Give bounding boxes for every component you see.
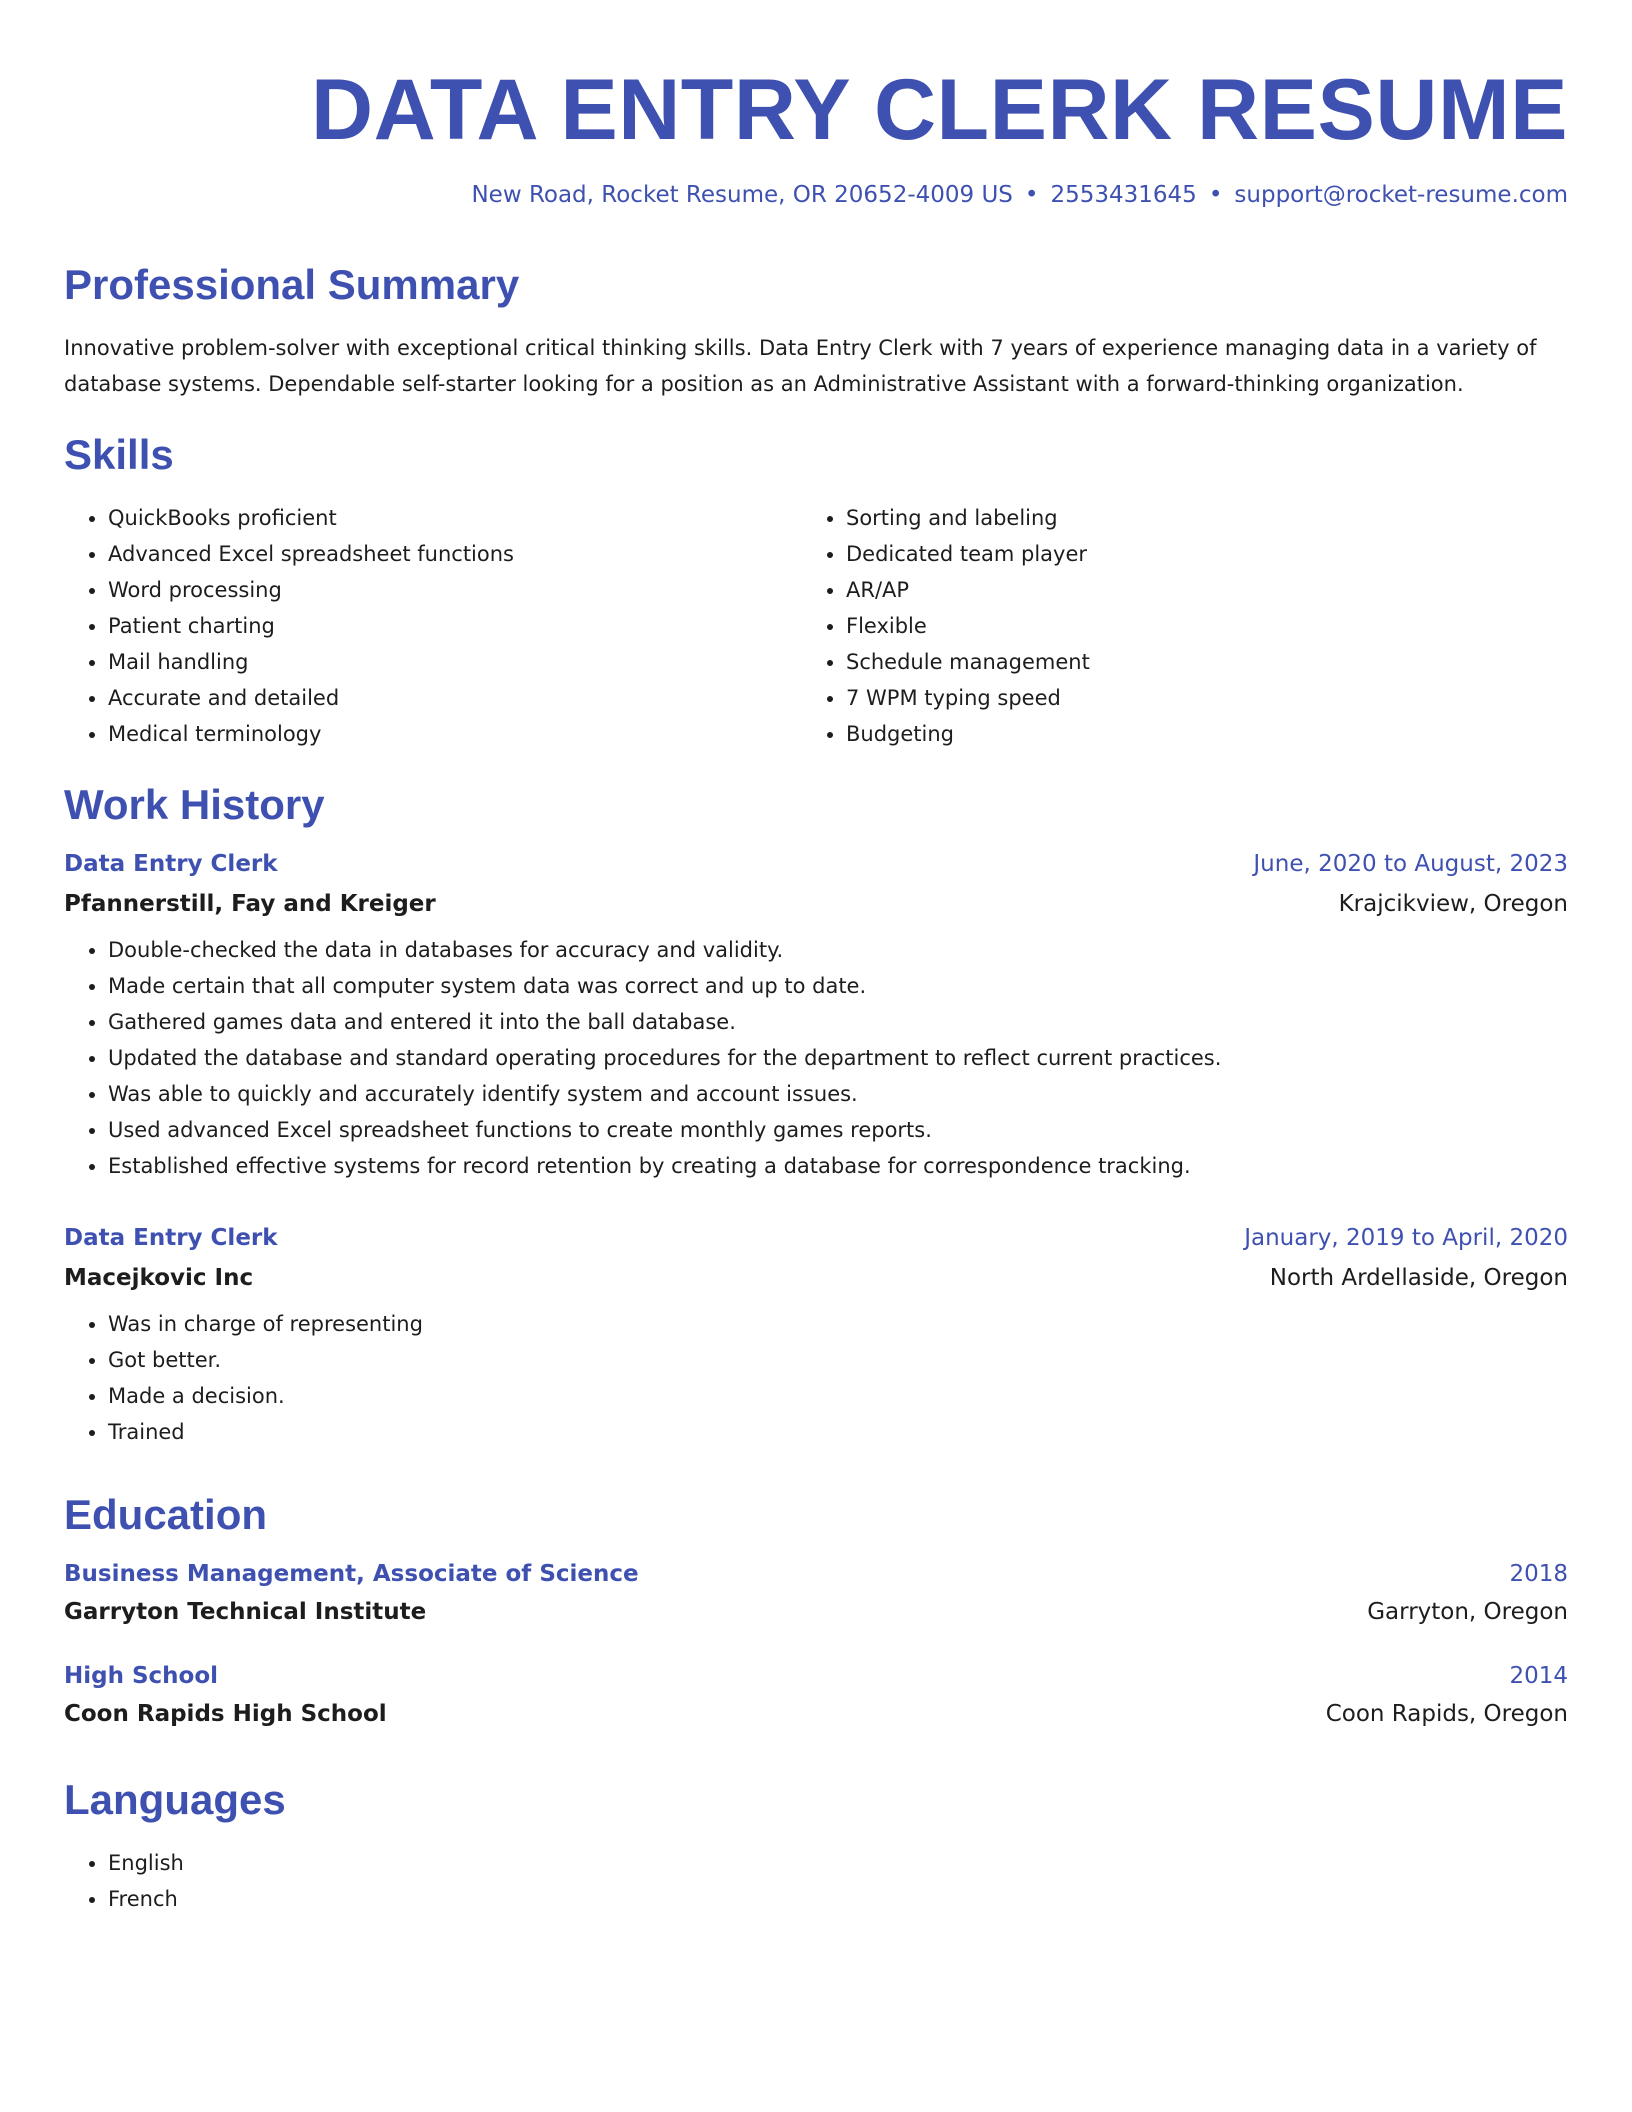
school-location: Garryton, Oregon — [1367, 1599, 1568, 1625]
job-bullet: • Double-checked the data in databases for accuracy and validity. — [108, 932, 1568, 968]
job-title: Data Entry Clerk — [64, 1225, 278, 1251]
job-header-row — [64, 1222, 1568, 1254]
job-company-row — [64, 1262, 1568, 1294]
job-bullet: • Trained — [108, 1414, 1568, 1450]
graduation-year: 2018 — [1509, 1561, 1568, 1587]
skills-section — [64, 430, 1568, 752]
school-location: Coon Rapids, Oregon — [1325, 1701, 1568, 1727]
job-bullet: • Got better. — [108, 1342, 1568, 1378]
skills-grid — [64, 500, 1568, 752]
resume-title: DATA ENTRY CLERK RESUME — [311, 62, 1568, 158]
summary-section — [64, 260, 1568, 402]
phone: 2553431645 — [1050, 182, 1197, 208]
job-bullet: • Used advanced Excel spreadsheet functions to create monthly games reports. — [108, 1112, 1568, 1148]
degree: High School — [64, 1663, 219, 1689]
section-title-education: Education — [64, 1491, 268, 1538]
skills-list-right — [802, 500, 1568, 752]
education-header-row — [64, 1660, 1568, 1692]
job-bullet: • Established effective systems for record retention by creating a database for correspondence tracking. — [108, 1148, 1568, 1184]
job-header-row — [64, 848, 1568, 880]
languages-list — [64, 1845, 1568, 1917]
skills-list-left — [64, 500, 802, 752]
company-name: Macejkovic Inc — [64, 1265, 254, 1291]
section-title-skills: Skills — [64, 431, 174, 478]
job-entry — [64, 1222, 1568, 1450]
school-name: Garryton Technical Institute — [64, 1599, 427, 1625]
email: support@rocket-resume.com — [1234, 182, 1568, 208]
address: New Road, Rocket Resume, OR 20652-4009 US — [471, 182, 1013, 208]
skill-item: • QuickBooks proficient — [108, 500, 802, 536]
job-bullets — [64, 1306, 1568, 1450]
job-title: Data Entry Clerk — [64, 851, 278, 877]
section-title-languages: Languages — [64, 1776, 286, 1823]
skill-item: • Schedule management — [846, 644, 1568, 680]
job-dates: January, 2019 to April, 2020 — [1244, 1225, 1568, 1251]
skill-item: • 7 WPM typing speed — [846, 680, 1568, 716]
degree: Business Management, Associate of Science — [64, 1561, 639, 1587]
job-bullet: • Gathered games data and entered it into the ball database. — [108, 1004, 1568, 1040]
job-company-row — [64, 888, 1568, 920]
education-school-row — [64, 1596, 1568, 1628]
skill-item: • Medical terminology — [108, 716, 802, 752]
skill-item: • Advanced Excel spreadsheet functions — [108, 536, 802, 572]
language-item: • English — [108, 1845, 1568, 1881]
graduation-year: 2014 — [1509, 1663, 1568, 1689]
skill-item: • Dedicated team player — [846, 536, 1568, 572]
summary-text: Innovative problem-solver with exceptional critical thinking skills. Data Entry Clerk with 7 years of experience managing data in a variety of database systems. Dependable self-starter looking for a position as an Administrative Assistant with a forward-thinking organization. — [64, 336, 1537, 396]
language-item: • French — [108, 1881, 1568, 1917]
job-bullets — [64, 932, 1568, 1184]
job-bullet: • Made certain that all computer system data was correct and up to date. — [108, 968, 1568, 1004]
job-bullet: • Updated the database and standard operating procedures for the department to reflect current practices. — [108, 1040, 1568, 1076]
skill-item: • Accurate and detailed — [108, 680, 802, 716]
skill-item: • Word processing — [108, 572, 802, 608]
job-bullet: • Was able to quickly and accurately identify system and account issues. — [108, 1076, 1568, 1112]
skill-item: • Patient charting — [108, 608, 802, 644]
separator: • — [1024, 182, 1039, 208]
job-entry — [64, 848, 1568, 1184]
languages-section — [64, 1775, 1568, 1917]
skill-item: • AR/AP — [846, 572, 1568, 608]
education-school-row — [64, 1698, 1568, 1730]
education-entry — [64, 1660, 1568, 1730]
section-title-summary: Professional Summary — [64, 261, 520, 308]
company-name: Pfannerstill, Fay and Kreiger — [64, 891, 436, 917]
skill-item: • Mail handling — [108, 644, 802, 680]
job-location: Krajcikview, Oregon — [1338, 891, 1568, 917]
education-header-row — [64, 1558, 1568, 1590]
contact-line — [471, 180, 1568, 210]
job-location: North Ardellaside, Oregon — [1269, 1265, 1568, 1291]
work-section — [64, 780, 1568, 1450]
job-dates: June, 2020 to August, 2023 — [1253, 851, 1568, 877]
separator: • — [1208, 182, 1223, 208]
education-entry — [64, 1558, 1568, 1628]
section-title-work: Work History — [64, 781, 325, 828]
job-bullet: • Made a decision. — [108, 1378, 1568, 1414]
job-bullet: • Was in charge of representing — [108, 1306, 1568, 1342]
skill-item: • Sorting and labeling — [846, 500, 1568, 536]
school-name: Coon Rapids High School — [64, 1701, 387, 1727]
skill-item: • Flexible — [846, 608, 1568, 644]
education-section — [64, 1490, 1568, 1730]
skill-item: • Budgeting — [846, 716, 1568, 752]
